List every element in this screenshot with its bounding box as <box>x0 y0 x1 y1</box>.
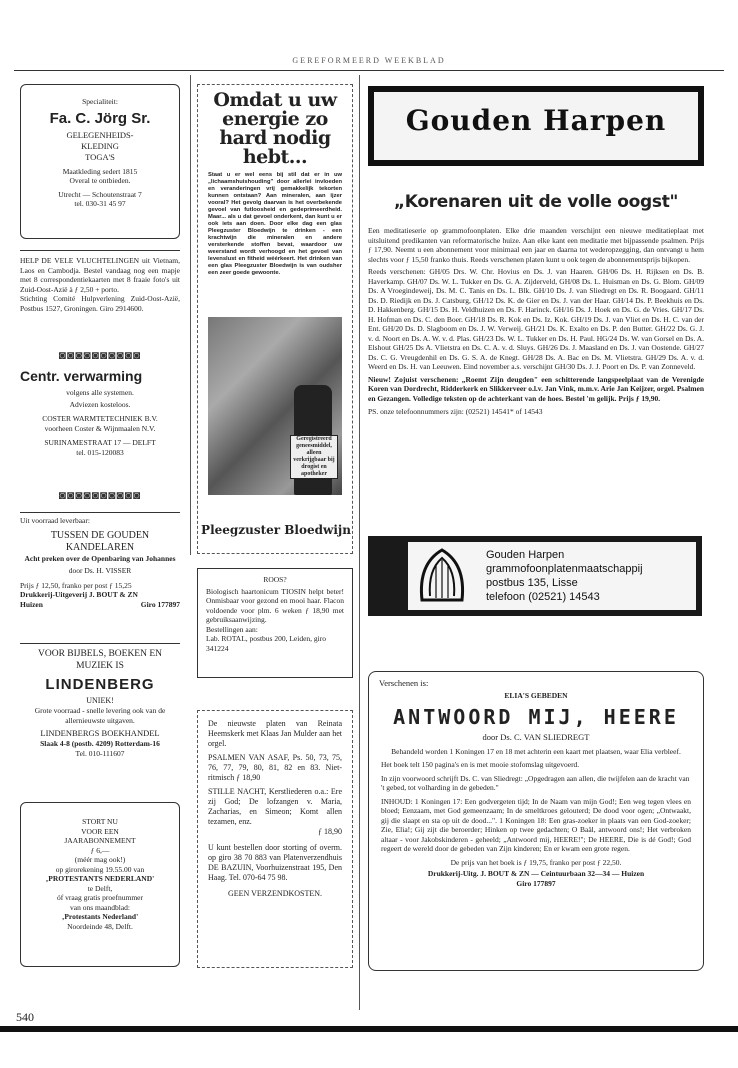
jorg-specialiteit: Specialiteit: <box>82 97 118 106</box>
kandelaren-city: Huizen <box>20 599 43 609</box>
harpen-p2: Reeds verschenen: GH/05 Drs. W. Chr. Hovius en Ds. J. van Haaren. GH/06 Ds. H. Rijksen en Ds. B. Haverkamp. GH/07 Ds. W. L. Tukker en Ds. G. A. Zijderveld, GH/08 Ds. L. Huisman en Ds. G. Blom. GH/09 Ds. A Vroegindeweij, Ds. M. C. Tanis en Ds. L. Blk. GH/10 Ds. J. van Sliedregt en Ds. R. Boogaard. GH/11 Ds. D. Riedijk en Ds. J. Catsburg, GH/12 Ds. K. de Gier en Ds. J. van der Haar. GH/14 Ds. P. Beekhuis en Ds. D. Hakkenberg. GH/15 Ds. H. Veldhuizen en Ds. F. Harinck. GH/16 Ds. J. Hoek en Ds. G. de Vries. GH/17 Ds. H. Hofman en Ds. C. den Boer. GH/18 Ds. R. Kok en Ds. Iz. Kok. GH/19 Ds. J. van Vliet en Ds. H. C. van der Ent. GH/20 Ds. D. Slagboom en Ds. J. W. Verweij. GH/21 Ds. K. Exalto en Ds. P. den Butter. GH/22 Ds. G. J. v. d. Noort en Ds. A. W. v. d. Plas. GH/23 Ds. W. L. Tukker en Ds. H. Paul. HG/24 Ds. W. van Gorsel en Ds. A. Elshout GH/25 Ds A. Vlietstra en Ds. C. A. v. d. Sluys. GH/26 Ds. J. Maasland en Ds. J. van Oostende. GH/27 Ds. C. G. Vreugdenhil en Ds. G. S. A. de Knegt. GH/28 Ds. A. Bac en Ds. M. Vlietstra. GH/29 Ds. A. v. d. Weerd en Ds. H. van Leeuwen. Eind november a.s. verschijnt GH/30 Ds. J. J. Poort en Ds. P. van Zonneveld. <box>368 267 704 371</box>
lindenberg-line: Tel. 010-111607 <box>75 748 125 758</box>
ornament-border: ◙◙◙◙◙◙◙◙◙◙ <box>58 348 142 362</box>
jorg-line: tel. 030-31 45 97 <box>74 199 126 208</box>
kandelaren-author: door Ds. H. VISSER <box>68 566 132 575</box>
verwarming-line: Adviezen kosteloos. <box>69 399 131 409</box>
column-divider <box>190 75 191 555</box>
harpen-banner <box>368 86 704 166</box>
harpen-p1: Een meditatieserie op grammofoonplaten. Elke drie maanden verschijnt een nieuwe meditatieplaat met uitsluitend predikanten van reformatorische huize. Aan elke kant een meditatie met bijpassende psalmen. Prijs ƒ 17,90. Neemt u een abonnement voor minimaal een jaar en daarna tot wederopzegging, dan ontvangt u hem slechts voor ƒ 15,50 franko thuis. Reeds verschenen platen kunt u ook tegen de abonnementsprijs bijkopen. <box>368 226 704 264</box>
jorg-ad <box>20 84 180 239</box>
divider <box>20 643 180 644</box>
kandelaren-title: KANDELAREN <box>65 541 135 553</box>
lindenberg-line: LINDENBERGS BOEKHANDEL <box>40 728 160 738</box>
jorg-line: Utrecht — Schoutenstraat 7 <box>58 189 142 199</box>
kandelaren-title: TUSSEN DE GOUDEN <box>50 529 150 541</box>
jorg-line: GELEGENHEIDS- <box>66 129 134 140</box>
logo-text <box>486 548 643 604</box>
logo-line: Gouden Harpen <box>486 549 565 561</box>
stort-line: op girorekening 19.55.00 van <box>55 864 145 874</box>
omdat-ad <box>197 84 353 554</box>
jorg-line: TOGA'S <box>85 151 115 162</box>
stort-line: Noordeinde 48, Delft. <box>67 921 133 931</box>
vluchtelingen-contact: Stichting Comité Hulpverlening Zuid-Oost-Azië, Postbus 1527, Groningen. Giro 2914600. <box>20 294 180 313</box>
platen-footer: GEEN VERZENDKOSTEN. <box>227 889 323 898</box>
harp-icon <box>414 544 470 608</box>
kandelaren-footer <box>20 600 180 610</box>
jorg-name: Fa. C. Jörg Sr. <box>49 109 151 127</box>
harpen-p3: Nieuw! Zojuist verschenen: „Roemt Zijn deugden" een schitterende langspeelplaat van de Verenigde Koren van Dordrecht, Ridderkerk en Slikkerveer o.l.v. Jan Vink, m.m.v. Arie Jan Keijzer, orgel. Psalmen en Gezangen. Volledige teksten op de achterkant van de hoes. Bestel 'm gelijk. Prijs ƒ 19,90. <box>368 374 704 403</box>
stort-line: STORT NU <box>82 817 118 826</box>
logo-line: grammofoonplatenmaatschappij <box>486 563 643 575</box>
harpen-title: Gouden Harpen <box>405 104 667 137</box>
antwoord-author: door Ds. C. VAN SLIEDREGT <box>482 731 590 742</box>
antwoord-elia: ELIA'S GEBEDEN <box>504 691 568 700</box>
jorg-line: KLEDING <box>81 140 119 151</box>
platen-intro: De nieuwste platen van Reinata Heemskerk met Klaas Jan Mulder aan het orgel. <box>208 719 342 748</box>
kandelaren-intro: Uit voorraad leverbaar: <box>20 516 90 525</box>
stort-line: (méér mag ook!) <box>74 855 126 864</box>
stort-line: ‚Protestants Nederland' <box>61 912 139 921</box>
column-divider <box>359 75 360 1010</box>
vluchtelingen-text: HELP DE VELE VLUCHTELINGEN uit Vietnam, Laos en Cambodja. Bestel vandaag nog een mapje met 8 correspondentiekaarten met 8 fraaie foto's uit Zuid-Oost-Azië à ƒ 2,50 + porto. <box>20 256 180 294</box>
antwoord-p1: Behandeld worden 1 Koningen 17 en 18 met achterin een kaart met plaatsen, waar Elia verbleef. <box>391 746 681 756</box>
roos-body: Biologisch haartonicum TIOSIN helpt beter! Onmisbaar voor gezond en mooi haar. Flacon voldoende voor plm. 6 weken ƒ 18,90 met gebruiksaanwijzing. <box>206 586 344 624</box>
omdat-brand: Pleegzuster Bloedwijn <box>201 523 351 537</box>
lindenberg-line: Grote voorraad - snelle levering ook van de allernieuwste uitgaven. <box>34 706 166 725</box>
stort-ad <box>20 802 180 967</box>
vluchtelingen-ad <box>20 256 180 313</box>
header-rule <box>14 70 724 71</box>
verwarming-line: voorheen Coster & Wijnmaalen N.V. <box>44 423 156 433</box>
stort-line: te Delft, <box>87 883 113 893</box>
stort-line: ƒ 6,— <box>90 845 110 855</box>
lindenberg-ad <box>20 648 180 758</box>
page-header: GEREFORMEERD WEEKBLAD <box>292 56 446 65</box>
bottom-band <box>0 1026 738 1032</box>
stort-line: JAARABONNEMENT <box>64 836 136 845</box>
logo-line: postbus 135, Lisse <box>486 577 578 589</box>
harpen-ps: PS. onze telefoonnummers zijn: (02521) 14541* of 14543 <box>368 407 543 416</box>
antwoord-p4: INHOUD: 1 Koningen 17: Een godvergeten tijd; In de Naam van mijn God!; Een weg tegen vlees en bloed; Eenzaam, met God gemeenzaam; In de smeltkroes gelouterd; De dood voor ogen; „Ontwaakt, gij die slaapt en sta op uit de dood...". 1 Koningen 18: Een gras-zoeker in plaats van een God-zoeker; Zie, Elia!; Gij zijt die beroerder; Hinken op twee gedachten; O Baäl, antwoord ons!; Het verbroken altaar - voor Jakobskinderen - geheeld; „Antwoord mij, HEERE!"; De HEERE, Die is dé God!; God regeert de wereld door de gebeden van Zijn kinderen; En er kwam een grote regen. <box>381 796 691 853</box>
antwoord-price: De prijs van het boek is ƒ 19,75, franko per post ƒ 22,50. <box>450 857 622 867</box>
omdat-body: Staat u er wel eens bij stil dat er in uw „lichaamshuishouding" door allerlei invloeden en veranderingen vrij gemakkelijk tekorten kunnen ontstaan? Aan mineralen, aan ijzer vooral? Het gevolg daarvan is het overbekende gevoel van futloosheid en gedeprimeerdheid. Maar... als u dat gevoel onderkent, dan kunt u er ook iets aan doen. Door elke dag een glas Pleegzuster Bloedwijn te drinken - een krachtwijn die mineralen en andere versterkende stoffen bevat, waardoor uw weerstand wordt verhoogd en het gevoel van levenslust en fitheid wéérkeert. Het drinken van een glas Pleegzuster Bloedwijn is van oudsher een zeer goede gewoonte. <box>208 172 342 276</box>
jorg-line: Maatkleding sedert 1815 <box>62 166 138 176</box>
verwarming-line: tel. 015-120083 <box>76 447 124 457</box>
antwoord-verschenen: Verschenen is: <box>379 678 429 688</box>
stort-line: ‚PROTESTANTS NEDERLAND' <box>45 874 155 883</box>
verwarming-line: COSTER WARMTETECHNIEK B.V. <box>42 414 158 423</box>
harpen-logo-panel <box>368 536 702 616</box>
kandelaren-ad <box>20 516 180 609</box>
bottle-label: Geregistreerd geneesmiddel, alleen verkrijgbaar bij drogist en apotheker <box>290 435 338 479</box>
kandelaren-giro: Giro 177897 <box>140 599 180 609</box>
verwarming-title: Centr. verwarming <box>20 368 143 384</box>
roos-order: Bestellingen aan: <box>206 624 258 634</box>
lindenberg-uniek: UNIEK! <box>86 696 114 705</box>
ornament-border: ◙◙◙◙◙◙◙◙◙◙ <box>58 488 142 502</box>
stort-line: óf vraag gratis proefnummer <box>56 893 143 902</box>
lindenberg-line: VOOR BIJBELS, BOEKEN EN <box>37 649 163 659</box>
harpen-text <box>368 226 704 417</box>
platen-ad <box>197 710 353 968</box>
stort-line: VOOR EEN <box>81 826 119 836</box>
verwarming-ad <box>20 368 180 457</box>
antwoord-p3: In zijn voorwoord schrijft Ds. C. van Sliedregt: „Opgedragen aan allen, die twijfelen aan de kracht van 't gebed, tot volharding in de gebeden." <box>381 773 690 792</box>
kandelaren-sub: Acht preken over de Openbaring van Johannes <box>24 553 176 563</box>
antwoord-title: ANTWOORD MIJ, HEERE <box>393 704 679 729</box>
antwoord-giro: Giro 177897 <box>516 878 556 888</box>
roos-address: Lab. ROTAL, postbus 200, Leiden, giro 341224 <box>206 634 327 653</box>
roos-ad <box>197 568 353 678</box>
lindenberg-line: Slaak 4-8 (postb. 4209) Rotterdam-16 <box>40 739 160 748</box>
antwoord-ad <box>368 671 704 971</box>
divider <box>20 250 180 251</box>
stort-line: van ons maandblad: <box>70 902 130 912</box>
verwarming-line: volgens alle systemen. <box>66 388 134 397</box>
divider <box>20 512 180 513</box>
omdat-title: Omdat u uw energie zo hard nodig hebt... <box>213 89 337 168</box>
platen-stille-price: ƒ 18,90 <box>318 827 342 836</box>
platen-stille: STILLE NACHT, Kerstliederen o.a.: Ere zij God; De lofzangen v. Maria, Zacharias, en Simeon; Komt allen tezamen, enz. <box>208 787 342 826</box>
platen-psalmen: PSALMEN VAN ASAF, Ps. 50, 73, 75, 76, 77, 79, 80, 81, 82 en 83. Niet-ritmisch ƒ 18,90 <box>208 753 342 782</box>
logo-line: telefoon (02521) 14543 <box>486 591 600 603</box>
kandelaren-publisher: Drukkerij-Uitgeverij J. BOUT & ZN <box>20 590 138 599</box>
lindenberg-name: LINDENBERG <box>45 676 155 693</box>
verwarming-line: SURINAMESTRAAT 17 — DELFT <box>44 438 156 447</box>
antwoord-publisher: Drukkerij-Uitg. J. BOUT & ZN — Ceintuurbaan 32—34 — Huizen <box>427 869 645 878</box>
jorg-line: Overal te ontbieden. <box>69 176 131 185</box>
kandelaren-price: Prijs ƒ 12,50, franko per post ƒ 15,25 <box>20 580 132 590</box>
antwoord-p2: Het boek telt 150 pagina's en is met mooie stofomslag uitgevoerd. <box>381 760 580 769</box>
harpen-subtitle: „Korenaren uit de volle oogst" <box>393 192 679 212</box>
lindenberg-line: MUZIEK IS <box>76 661 124 671</box>
roos-title: ROOS? <box>263 575 287 584</box>
page-number: 540 <box>16 1010 34 1024</box>
platen-order: U kunt bestellen door storting of overm. op giro 38 70 883 van Platenverzendhuis DE BAZUIN, Voorhuizenstraat 195, Den Haag. Tel. 070-64 75 98. <box>208 843 342 882</box>
